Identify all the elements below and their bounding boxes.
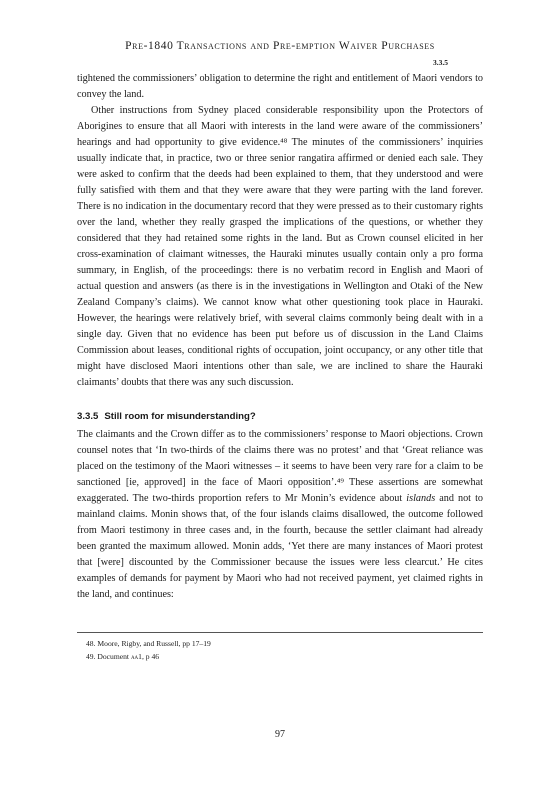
- running-head: Pre-1840 Transactions and Pre-emption Waiver Purchases: [125, 40, 435, 52]
- footnote-text-suffix: , p 46: [141, 652, 160, 661]
- emphasis-islands: islands: [406, 493, 436, 504]
- section-heading: [77, 409, 483, 425]
- footnote-text: Moore, Rigby, and Russell, pp 17–19: [97, 639, 211, 648]
- paragraph-misunderstanding: [77, 427, 483, 603]
- paragraph-continued: tightened the commissioners’ obligation to determine the right and entitlement of Maori vendors to convey the land.: [77, 73, 483, 100]
- footnote-divider: [77, 632, 483, 633]
- footnote-number: 49.: [86, 652, 96, 661]
- footnote-48: [86, 637, 466, 650]
- paragraph-text-part-1: The claimants and the Crown differ as to the commissioners’ response to Maori objections. Crown counsel notes that ‘In two-thirds of the claims there was no protest’ and that ‘Great reliance was placed on the testimony of the Maori witnesses – it seems to have been very rare for a claim to be sanctioned [ie, approved] in the face of Maori opposition’.⁴⁹ These assertions are somewhat exaggerated. The two-thirds proportion refers to Mr Monin’s evidence about: [77, 429, 483, 504]
- paragraph-text-part-2: and not to mainland claims. Monin shows that, of the four islands claims disallowed, the outcome followed from Maori testimony in three cases and, in the fourth, because the settler claimant had already been granted the maximum allowed. Monin adds, ‘Yet there are many instances of Maori protest that [were] discounted by the Commissioner because the issues were less clearcut.’ He cites examples of demands for payment by Maori who had not received payment, yet claimed rights in the land, and continues:: [77, 493, 483, 600]
- footnote-49: [86, 650, 466, 663]
- body-text: [77, 71, 483, 603]
- section-title: Still room for misunderstanding?: [104, 411, 256, 422]
- paragraph-protectors: Other instructions from Sydney placed considerable responsibility upon the Protectors of Aborigines to ensure that all Maori with interests in the land were aware of the commissioners’ hearings and had opportunity to give evidence.⁴⁸ The minutes of the commissioners’ inquiries usually indicate that, in practice, two or three senior rangatira affirmed or denied each sale. They were asked to confirm that the deeds had been explained to them, that they understood and were fully satisfied with them and that they were aware that they were parting with the land forever. There is no indication in the documentary record that they were pressed as to their customary rights over the land, whether they really grasped the implications of the questions, or whether they considered that they had retained some rights in the land. But as Crown counsel elicited in her cross-examination of claimant witnesses, the Hauraki minutes usually contain only a pro forma summary, in English, of the proceedings: there is no verbatim record in English and Maori of actual question and answers (as there is in the investigations in Wellington and Otaki of the New Zealand Company’s claims). We cannot know what other questioning took place in Hauraki. However, the hearings were relatively brief, with several claims commonly being dealt with in a single day. Given that no evidence has been put before us of discussion in the Land Claims Commission about leases, conditional rights of occupation, joint occupancy, or any other title that might have disclosed Maori intentions other than sale, we are inclined to share the Hauraki claimants’ doubts that there was any such discussion.: [77, 105, 483, 388]
- footnote-text: [97, 652, 159, 661]
- page-number: 97: [275, 729, 285, 740]
- section-spacer: [77, 391, 483, 409]
- section-reference: 3.3.5: [433, 58, 448, 67]
- section-number: 3.3.5: [77, 411, 99, 422]
- document-reference: aa1: [130, 652, 142, 661]
- footnote-text-prefix: Document: [97, 652, 131, 661]
- footnotes: [86, 637, 466, 663]
- footnote-number: 48.: [86, 639, 96, 648]
